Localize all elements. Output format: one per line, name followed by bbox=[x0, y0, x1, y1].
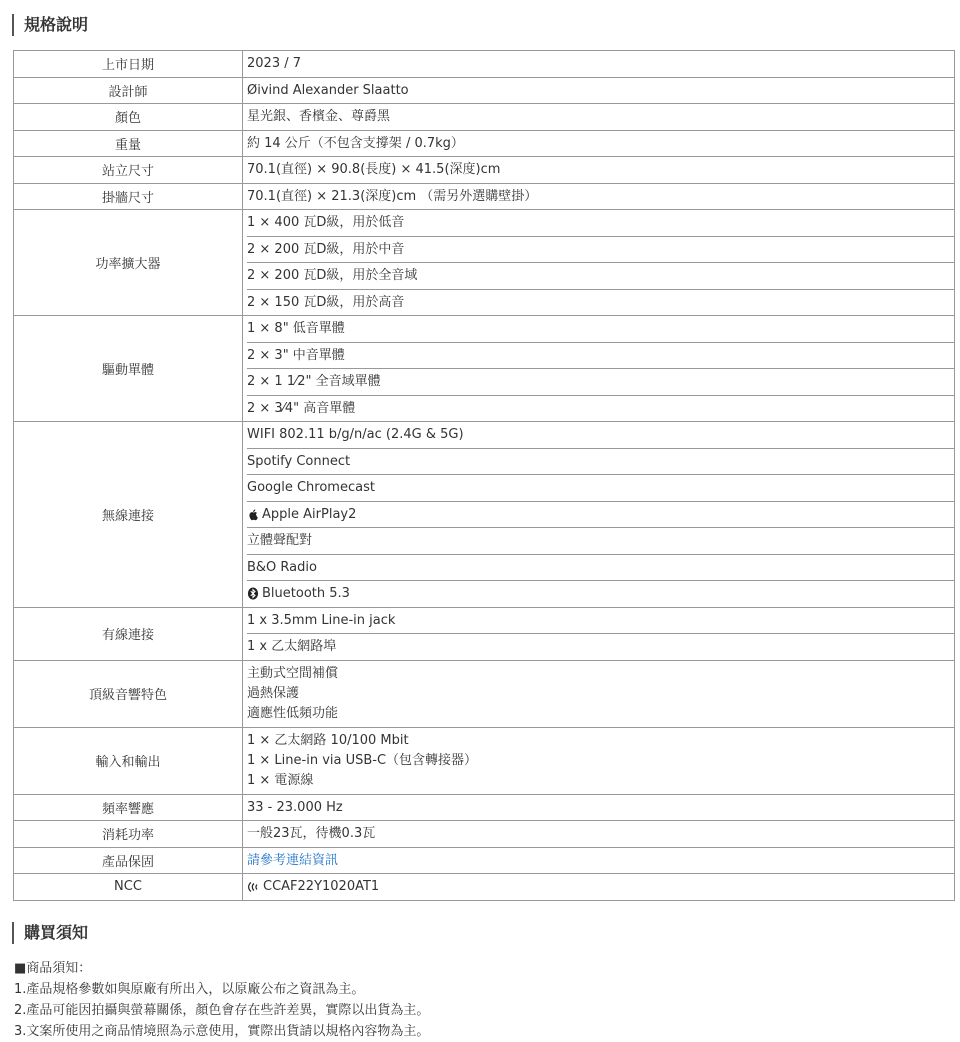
spec-value: Spotify Connect bbox=[247, 449, 954, 476]
spec-value: 星光銀、香檳金、尊爵黑 bbox=[247, 109, 391, 124]
spec-value: B&O Radio bbox=[247, 555, 954, 582]
note-line: 1.產品規格參數如與原廠有所出入，以原廠公布之資訊為主。 bbox=[14, 982, 365, 997]
spec-row-designer bbox=[14, 77, 955, 104]
spec-value: 2 × 200 瓦D級，用於中音 bbox=[247, 237, 954, 264]
spec-row-standing-size bbox=[14, 157, 955, 184]
spec-value: 1 × 乙太網路 10/100 Mbit bbox=[247, 732, 409, 748]
spec-label: NCC bbox=[14, 874, 243, 901]
spec-row-wall-size bbox=[14, 183, 955, 210]
spec-table bbox=[13, 50, 955, 901]
spec-label: 功率擴大器 bbox=[14, 210, 243, 316]
spec-label: 消耗功率 bbox=[14, 821, 243, 848]
spec-row-warranty bbox=[14, 847, 955, 874]
spec-value: 適應性低頻功能 bbox=[247, 705, 339, 721]
spec-label: 設計師 bbox=[14, 77, 243, 104]
spec-value: 約 14 公斤（不包含支撐架 / 0.7kg） bbox=[247, 135, 464, 151]
note-line: 2.產品可能因拍攝與螢幕關係，顏色會存在些許差異，實際以出貨為主。 bbox=[14, 1003, 430, 1018]
spec-value: 2 × 3⁄4" 高音單體 bbox=[247, 400, 356, 416]
spec-value: 1 × 電源線 bbox=[247, 772, 314, 788]
spec-row-drivers bbox=[14, 316, 955, 422]
spec-value: 1 x 乙太網路埠 bbox=[247, 639, 337, 654]
bluetooth-icon bbox=[247, 587, 259, 600]
note-line: 3.文案所使用之商品情境照為示意使用，實際出貨請以規格內容物為主。 bbox=[14, 1024, 430, 1039]
spec-label: 站立尺寸 bbox=[14, 157, 243, 184]
spec-value: Google Chromecast bbox=[247, 475, 954, 502]
spec-row-io bbox=[14, 727, 955, 794]
spec-row-ncc bbox=[14, 874, 955, 901]
spec-value-ncc: CCAF22Y1020AT1 bbox=[247, 874, 954, 900]
spec-value: 主動式空間補償 bbox=[247, 665, 339, 681]
spec-value: 2 × 150 瓦D級，用於高音 bbox=[247, 294, 405, 310]
spec-label: 重量 bbox=[14, 130, 243, 157]
purchase-section-title: 購買須知 bbox=[12, 922, 88, 944]
spec-label: 無線連接 bbox=[14, 422, 243, 608]
spec-value: 2023 / 7 bbox=[247, 56, 301, 71]
spec-value: 1 × Line-in via USB-C（包含轉接器） bbox=[247, 752, 478, 768]
spec-label: 掛牆尺寸 bbox=[14, 183, 243, 210]
spec-value: 過熱保護 bbox=[247, 685, 300, 701]
spec-row-frequency bbox=[14, 794, 955, 821]
spec-row-release-date bbox=[14, 51, 955, 78]
spec-label: 有線連接 bbox=[14, 607, 243, 660]
spec-value: 1 x 3.5mm Line-in jack bbox=[247, 608, 954, 635]
spec-row-weight bbox=[14, 130, 955, 157]
spec-section-title: 規格說明 bbox=[12, 14, 88, 36]
spec-value: 33 - 23.000 Hz bbox=[247, 799, 343, 815]
spec-label: 驅動單體 bbox=[14, 316, 243, 422]
spec-value: WIFI 802.11 b/g/n/ac (2.4G & 5G) bbox=[247, 422, 954, 449]
spec-value: 立體聲配對 bbox=[247, 528, 954, 555]
spec-row-color bbox=[14, 104, 955, 131]
spec-label: 上市日期 bbox=[14, 51, 243, 78]
spec-value-airplay: Apple AirPlay2 bbox=[247, 502, 954, 529]
ncc-logo-icon bbox=[247, 881, 261, 893]
spec-value-bluetooth: Bluetooth 5.3 bbox=[247, 581, 954, 607]
spec-label: 頂級音響特色 bbox=[14, 660, 243, 727]
spec-value: Øivind Alexander Slaatto bbox=[247, 82, 409, 98]
spec-label: 產品保固 bbox=[14, 847, 243, 874]
spec-value: 2 × 200 瓦D級，用於全音域 bbox=[247, 263, 954, 290]
spec-value: 一般23瓦，待機0.3瓦 bbox=[247, 826, 376, 841]
spec-label: 頻率響應 bbox=[14, 794, 243, 821]
spec-row-wireless bbox=[14, 422, 955, 608]
spec-row-power bbox=[14, 821, 955, 848]
spec-value: 1 × 400 瓦D級，用於低音 bbox=[247, 210, 954, 237]
purchase-notes bbox=[14, 958, 429, 1042]
spec-row-features bbox=[14, 660, 955, 727]
warranty-info-link[interactable]: 請參考連結資訊 bbox=[247, 852, 339, 868]
note-line: ■商品須知： bbox=[14, 961, 92, 976]
spec-label: 顏色 bbox=[14, 104, 243, 131]
spec-value: 70.1(直徑) × 21.3(深度)cm （需另外選購壁掛） bbox=[247, 188, 538, 204]
spec-value: 1 × 8" 低音單體 bbox=[247, 316, 954, 343]
spec-row-amplifier bbox=[14, 210, 955, 316]
spec-row-wired bbox=[14, 607, 955, 660]
spec-label: 輸入和輸出 bbox=[14, 727, 243, 794]
apple-icon bbox=[247, 508, 260, 521]
spec-value: 2 × 3" 中音單體 bbox=[247, 343, 954, 370]
spec-value: 70.1(直徑) × 90.8(長度) × 41.5(深度)cm bbox=[247, 162, 501, 177]
spec-value: 2 × 1 1⁄2" 全音域單體 bbox=[247, 369, 954, 396]
